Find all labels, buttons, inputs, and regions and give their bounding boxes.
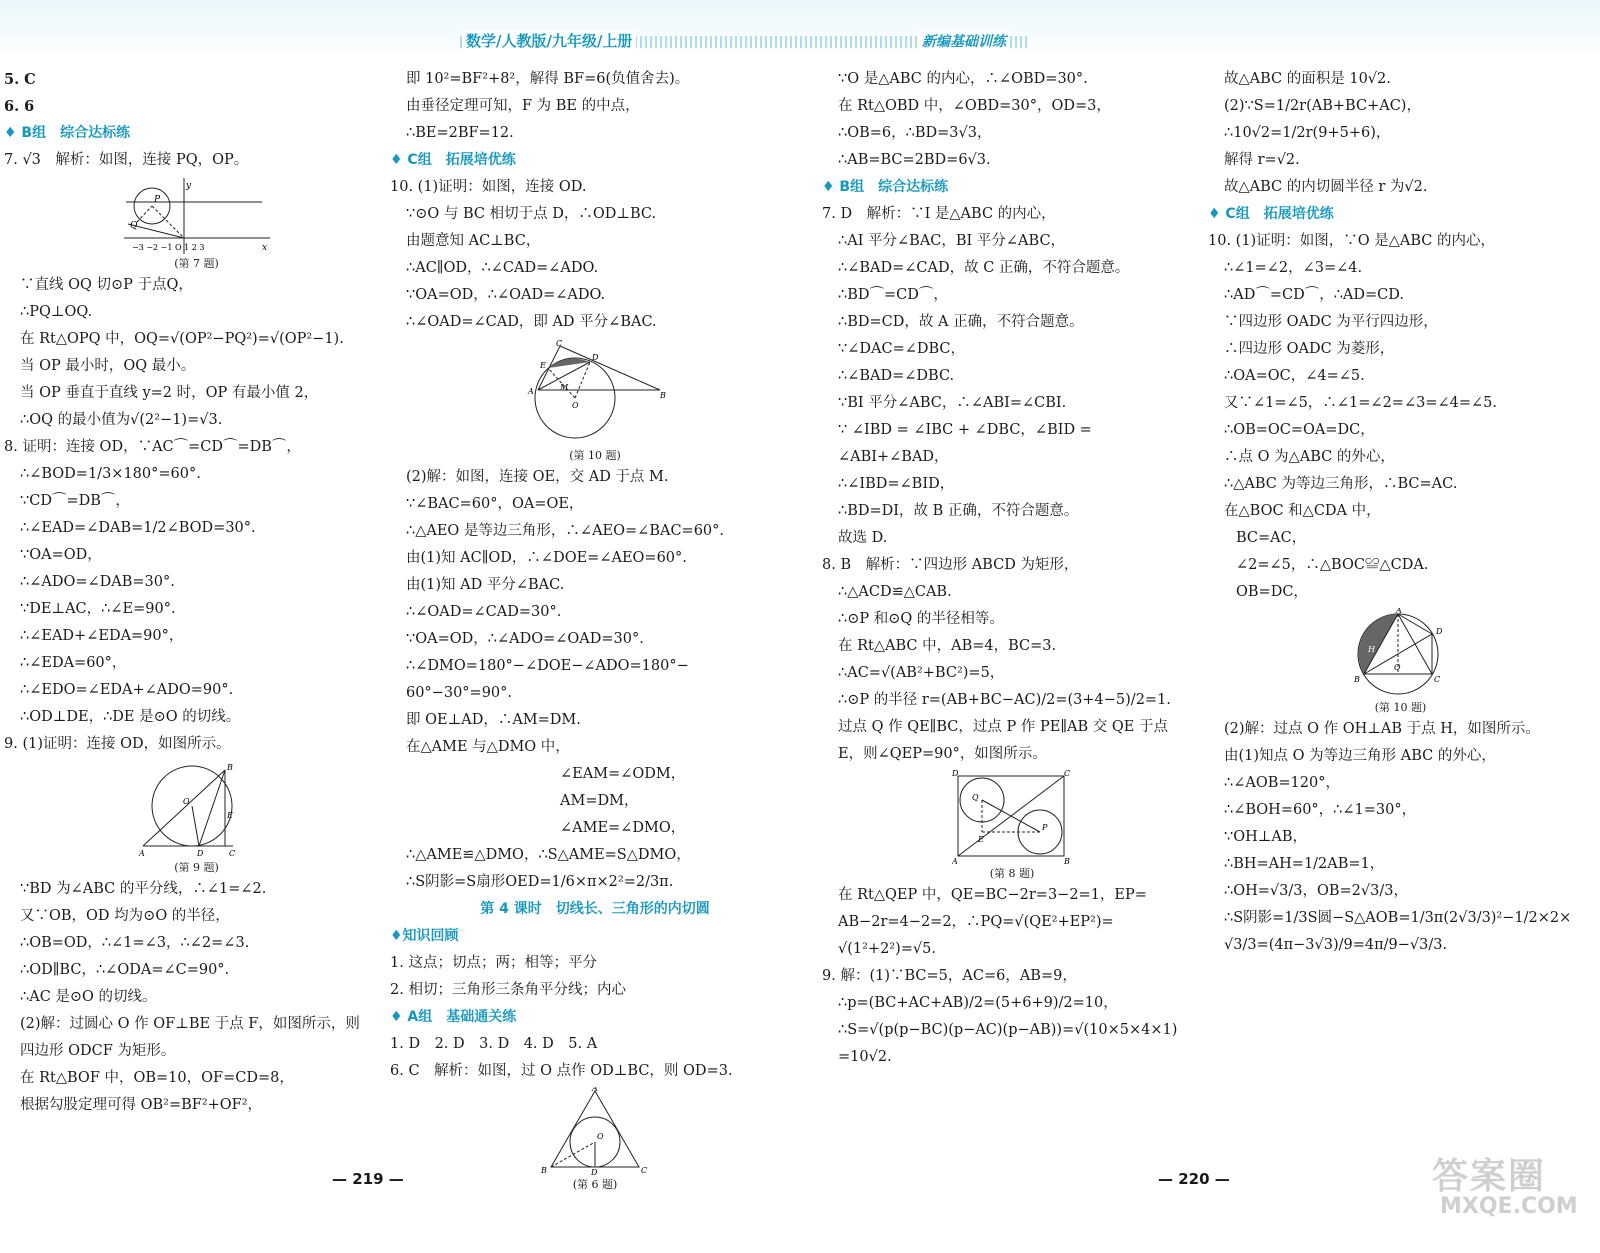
answer-line: 9. 解：(1)∵BC=5，AC=6，AB=9， xyxy=(822,968,1077,984)
svg-text:D: D xyxy=(196,849,203,858)
answer-line: 根据勾股定理可得 OB²=BF²+OF²， xyxy=(20,1097,263,1113)
answer-line: ∴∠AOB=120°， xyxy=(1224,775,1340,791)
answer-line: 解得 r=√2. xyxy=(1224,152,1300,168)
answer-line: ∴∠IBD=∠BID， xyxy=(838,476,955,492)
answer-line: ∵ ∠IBD = ∠IBC + ∠DBC，∠BID = xyxy=(838,422,1092,438)
answer-line: 又∵∠1=∠5，∴∠1=∠2=∠3=∠4=∠5. xyxy=(1224,395,1497,411)
answer-line: ∵OA=OD，∴∠OAD=∠ADO. xyxy=(406,287,606,303)
answer-line: ∴∠EDA=60°， xyxy=(20,655,127,671)
answer-line: 由垂径定理可知，F 为 BE 的中点， xyxy=(406,98,640,114)
answer-line: 当 OP 最小时，OQ 最小。 xyxy=(20,358,196,374)
system-line: AM=DM， xyxy=(560,793,639,809)
answer-line: 由题意知 AC⊥BC， xyxy=(406,233,541,249)
answer-line: ∴AD⌒=CD⌒，∴AD=CD. xyxy=(1224,287,1404,303)
section-heading: ♦知识回顾 xyxy=(390,928,459,944)
answer-line: ∴∠BAD=∠CAD，故 C 正确，不符合题意。 xyxy=(838,260,1130,276)
answer-line: ∠ABI+∠BAD， xyxy=(838,449,949,465)
answer-line: 在△BOC 和△CDA 中， xyxy=(1224,503,1381,519)
column-3 xyxy=(822,66,1202,1071)
answer-line: ∴∠OAD=∠CAD=30°. xyxy=(406,604,562,620)
answer-line: (2)解：过圆心 O 作 OF⊥BE 于点 F，如图所示，则 xyxy=(20,1016,360,1032)
answer-line: 1. 这点；切点；两；相等；平分 xyxy=(390,955,597,971)
answer-line: ∴AC=√(AB²+BC²)=5， xyxy=(838,665,1005,681)
watermark xyxy=(1432,1148,1582,1228)
figure-q9 xyxy=(137,760,257,860)
answer-line: 由(1)知 AD 平分∠BAC. xyxy=(406,577,565,593)
answer-line: 由(1)知点 O 为等边三角形 ABC 的外心， xyxy=(1224,748,1496,764)
answer-line: 在△AME 与△DMO 中， xyxy=(406,739,570,755)
answer-line: 5. C xyxy=(4,71,36,88)
answer-line: ∴∠EAD+∠EDA=90°， xyxy=(20,628,184,644)
answer-line: ∴S=√(p(p−BC)(p−AC)(p−AB))=√(10×5×4×1) xyxy=(838,1022,1178,1038)
answer-line: ∴△AME≌△DMO，∴S△AME=S△DMO， xyxy=(406,847,691,863)
figure-q8 xyxy=(952,770,1072,866)
figure-q10b xyxy=(1346,608,1456,700)
svg-text:A: A xyxy=(528,387,534,396)
svg-text:D: D xyxy=(592,353,599,362)
answer-line: ∵∠DAC=∠DBC， xyxy=(838,341,966,357)
answer-line: 故△ABC 的面积是 10√2. xyxy=(1224,71,1391,87)
answer-line: 6. C 解析：如图，过 O 点作 OD⊥BC，则 OD=3. xyxy=(390,1063,733,1079)
answer-line: ∴S阴影=S扇形OED=1/6×π×2²=2/3π. xyxy=(406,874,674,890)
answer-line: ∴⊙P 的半径 r=(AB+BC−AC)/2=(3+4−5)/2=1. xyxy=(838,692,1171,708)
svg-text:O: O xyxy=(182,797,190,806)
answer-line: 四边形 ODCF 为矩形。 xyxy=(20,1043,176,1059)
svg-text:Q: Q xyxy=(129,221,137,231)
figure-caption: (第 8 题) xyxy=(989,867,1035,880)
answer-line: ∵四边形 OADC 为平行四边形， xyxy=(1224,314,1438,330)
answer-line: ∴∠OAD=∠CAD，即 AD 平分∠BAC. xyxy=(406,314,657,330)
svg-text:A: A xyxy=(592,1087,598,1093)
answer-line: 在 Rt△BOF 中，OB=10，OF=CD=8， xyxy=(20,1070,294,1086)
svg-text:A: A xyxy=(138,849,145,858)
answer-line: 9. (1)证明：连接 OD，如图所示。 xyxy=(4,736,231,752)
figure-caption: (第 9 题) xyxy=(174,861,219,874)
answer-line: ∴OD∥BC，∴∠ODA=∠C=90°. xyxy=(20,962,230,978)
svg-text:B: B xyxy=(226,763,233,772)
svg-text:O: O xyxy=(1393,663,1401,672)
svg-text:A: A xyxy=(952,857,958,866)
figure-q10a xyxy=(520,338,670,448)
answer-line: √3/3=(4π−3√3)/9=4π/9−√3/3. xyxy=(1224,937,1448,953)
svg-text:E: E xyxy=(540,361,546,370)
answer-line: 在 Rt△OPQ 中，OQ=√(OP²−PQ²)=√(OP²−1). xyxy=(20,331,344,347)
system-line: ∠AME=∠DMO， xyxy=(560,820,686,836)
answer-line: AB−2r=4−2=2，∴PQ=√(QE²+EP²)= xyxy=(838,914,1114,930)
answer-line: 即 10²=BF²+8²，解得 BF=6(负值舍去)。 xyxy=(406,71,690,87)
answer-line: ∴BD=DI，故 B 正确，不符合题意。 xyxy=(838,503,1079,519)
header-subject: 数学/人教版/九年级/上册 xyxy=(462,30,636,51)
watermark-url: MXQE.COM xyxy=(1440,1194,1578,1219)
answer-line: ∵CD⌒=DB⌒， xyxy=(20,493,130,509)
answer-line: 故选 D. xyxy=(838,530,888,546)
system-line: ∠EAM=∠ODM， xyxy=(560,766,686,782)
svg-text:B: B xyxy=(1353,675,1360,684)
answer-line: 1. D 2. D 3. D 4. D 5. A xyxy=(390,1036,598,1052)
answer-line: √(1²+2²)=√5. xyxy=(838,941,937,957)
answer-line: 即 OE⊥AD，∴AM=DM. xyxy=(406,712,581,728)
svg-text:B: B xyxy=(541,1166,547,1175)
answer-line: 又∵OB，OD 均为⊙O 的半径， xyxy=(20,908,230,924)
section-heading: ♦ B组 综合达标练 xyxy=(4,125,131,141)
answer-line: 在 Rt△ABC 中，AB=4，BC=3. xyxy=(838,638,1057,654)
answer-line: ∴BE=2BF=12. xyxy=(406,125,514,141)
answer-line: 8. B 解析：∵四边形 ABCD 为矩形， xyxy=(822,557,1079,573)
answer-line: ∴BH=AH=1/2AB=1， xyxy=(1224,856,1385,872)
svg-text:x: x xyxy=(261,243,267,253)
answer-line: ∴p=(BC+AC+AB)/2=(5+6+9)/2=10， xyxy=(838,995,1118,1011)
answer-line: 过点 Q 作 QE∥BC，过点 P 作 PE∥AB 交 QE 于点 xyxy=(838,719,1168,735)
svg-text:O: O xyxy=(572,401,579,410)
answer-line: ∴OB=6，∴BD=3√3， xyxy=(838,125,992,141)
answer-line: 在 Rt△OBD 中，∠OBD=30°，OD=3， xyxy=(838,98,1111,114)
answer-line: ∵∠BAC=60°，OA=OE， xyxy=(406,496,584,512)
answer-line: ∴AC 是⊙O 的切线。 xyxy=(20,989,157,1005)
figure-caption: (第 10 题) xyxy=(569,449,621,462)
svg-text:C: C xyxy=(641,1166,648,1175)
answer-line: (2)解：过点 O 作 OH⊥AB 于点 H，如图所示。 xyxy=(1224,721,1540,737)
svg-text:Q: Q xyxy=(972,793,979,802)
svg-text:C: C xyxy=(1433,675,1440,684)
answer-line: ∴∠ADO=∠DAB=30°. xyxy=(20,574,175,590)
answer-line: 6. 6 xyxy=(4,98,35,115)
svg-text:B: B xyxy=(660,391,666,400)
answer-line: ∴PQ⊥OQ. xyxy=(20,304,93,320)
answer-line: ∴点 O 为△ABC 的外心， xyxy=(1224,449,1395,465)
header-series: 新编基础训练 xyxy=(918,31,1010,51)
answer-line: ∵直线 OQ 切⊙P 于点Q， xyxy=(20,277,193,293)
svg-text:P: P xyxy=(153,195,160,205)
svg-text:C: C xyxy=(1064,770,1071,778)
answer-line: ∴10√2=1/2r(9+5+6)， xyxy=(1224,125,1391,141)
answer-line: 在 Rt△QEP 中，QE=BC−2r=3−2=1，EP= xyxy=(838,887,1147,903)
column-2 xyxy=(390,66,800,1193)
column-4 xyxy=(1208,66,1593,959)
figure-caption: (第 6 题) xyxy=(572,1178,618,1191)
answer-line: ∴∠EDO=∠EDA+∠ADO=90°. xyxy=(20,682,234,698)
answer-line: 10. (1)证明：如图，∵O 是△ABC 的内心， xyxy=(1208,233,1495,249)
answer-line: ∴⊙P 和⊙Q 的半径相等。 xyxy=(838,611,1004,627)
answer-line: ∵BD 为∠ABC 的平分线，∴∠1=∠2. xyxy=(20,881,267,897)
answer-line: ∵OH⊥AB， xyxy=(1224,829,1308,845)
answer-line: ∴∠DMO=180°−∠DOE−∠ADO=180°− xyxy=(406,658,689,674)
answer-line: ∴∠BOH=60°，∴∠1=30°， xyxy=(1224,802,1417,818)
answer-line: 2. 相切；三角形三条角平分线；内心 xyxy=(390,982,626,998)
svg-text:D: D xyxy=(1435,627,1442,636)
answer-line: ∴∠BAD=∠DBC. xyxy=(838,368,955,384)
answer-line: 8. 证明：连接 OD，∵AC⌒=CD⌒=DB⌒， xyxy=(4,439,301,455)
answer-line: ∵O 是△ABC 的内心，∴∠OBD=30°. xyxy=(838,71,1088,87)
answer-line: 60°−30°=90°. xyxy=(406,685,513,701)
answer-line: 故△ABC 的内切圆半径 r 为√2. xyxy=(1224,179,1428,195)
answer-line: 当 OP 垂直于直线 y=2 时，OP 有最小值 2， xyxy=(20,385,319,401)
watermark-logo-text: 答案圈 xyxy=(1432,1156,1547,1197)
answer-line: 10. (1)证明：如图，连接 OD. xyxy=(390,179,587,195)
answer-line: ∴AI 平分∠BAC，BI 平分∠ABC， xyxy=(838,233,1066,249)
answer-line: ∴OD⊥DE，∴DE 是⊙O 的切线。 xyxy=(20,709,241,725)
answer-line: ∵⊙O 与 BC 相切于点 D，∴OD⊥BC. xyxy=(406,206,657,222)
answer-line: ∵OA=OD， xyxy=(20,547,102,563)
svg-text:y: y xyxy=(185,181,191,191)
svg-text:P: P xyxy=(1042,823,1048,832)
page-number-right: — 220 — xyxy=(1158,1170,1230,1188)
system-line: ∠2=∠5，∴△BOC≌△CDA. xyxy=(1236,557,1429,573)
answer-line: ∴AC∥OD，∴∠CAD=∠ADO. xyxy=(406,260,599,276)
svg-text:A: A xyxy=(1395,608,1402,615)
svg-text:E: E xyxy=(978,835,984,844)
figure-caption: (第 7 题) xyxy=(174,257,219,270)
answer-line: ∴AB=BC=2BD=6√3. xyxy=(838,152,991,168)
answer-line: ∴S阴影=1/3S圆−S△AOB=1/3π(2√3/3)²−1/2×2× xyxy=(1224,910,1572,926)
answer-line: 由(1)知 AC∥OD，∴∠DOE=∠AEO=60°. xyxy=(406,550,687,566)
section-heading: ♦ C组 拓展培优练 xyxy=(1208,206,1334,222)
answer-line: (2)解：如图，连接 OE，交 AD 于点 M. xyxy=(406,469,669,485)
answer-line: ∴OB=OD，∴∠1=∠3，∴∠2=∠3. xyxy=(20,935,250,951)
svg-text:−3 −2 −1 O 1 2 3: −3 −2 −1 O 1 2 3 xyxy=(131,243,204,252)
figure-q6 xyxy=(535,1087,655,1177)
column-1 xyxy=(4,66,389,1119)
answer-line: E，则∠QEP=90°，如图所示。 xyxy=(838,746,1047,762)
svg-text:B: B xyxy=(1064,857,1070,866)
answer-line: ∴OQ 的最小值为√(2²−1)=√3. xyxy=(20,412,223,428)
answer-line: ∴△AEO 是等边三角形，∴∠AEO=∠BAC=60°. xyxy=(406,523,725,539)
answer-line: ∴△ACD≌△CAB. xyxy=(838,584,952,600)
answer-line: ∴四边形 OADC 为菱形， xyxy=(1224,341,1395,357)
answer-line: 7. D 解析：∵I 是△ABC 的内心， xyxy=(822,206,1056,222)
section-heading: ♦ B组 综合达标练 xyxy=(822,179,949,195)
svg-text:O: O xyxy=(597,1132,604,1141)
answer-line: (2)∵S=1/2r(AB+BC+AC)， xyxy=(1224,98,1421,114)
answer-line: ∴BD=CD，故 A 正确，不符合题意。 xyxy=(838,314,1084,330)
svg-text:C: C xyxy=(228,849,235,858)
answer-line: ∴OA=OC，∠4=∠5. xyxy=(1224,368,1365,384)
answer-line: ∴∠1=∠2，∠3=∠4. xyxy=(1224,260,1363,276)
svg-text:D: D xyxy=(952,770,959,778)
svg-text:D: D xyxy=(591,1168,598,1177)
system-line: OB=DC， xyxy=(1236,584,1308,600)
answer-line: =10√2. xyxy=(838,1049,892,1065)
answer-line: ∵DE⊥AC，∴∠E=90°. xyxy=(20,601,176,617)
svg-text:H: H xyxy=(1367,645,1375,654)
answer-line: ∴∠EAD=∠DAB=1/2∠BOD=30°. xyxy=(20,520,256,536)
answer-line: ∵OA=OD，∴∠ADO=∠OAD=30°. xyxy=(406,631,644,647)
page-number-right-value: 220 xyxy=(1178,1170,1210,1188)
section-heading: ♦ A组 基础通关练 xyxy=(390,1009,517,1025)
answer-line: ∴△ABC 为等边三角形，∴BC=AC. xyxy=(1224,476,1458,492)
answer-line: ∴∠BOD=1/3×180°=60°. xyxy=(20,466,201,482)
svg-text:E: E xyxy=(226,811,233,820)
answer-line: 7. √3 解析：如图，连接 PQ，OP。 xyxy=(4,152,249,168)
header-banner xyxy=(0,0,1600,56)
answer-line: ∴OB=OC=OA=DC， xyxy=(1224,422,1375,438)
page-number-left: — 219 — xyxy=(332,1170,404,1188)
answer-line: ∴OH=√3/3，OB=2√3/3， xyxy=(1224,883,1408,899)
svg-text:M: M xyxy=(560,383,569,392)
section-heading: ♦ C组 拓展培优练 xyxy=(390,152,516,168)
figure-q7 xyxy=(122,176,272,256)
answer-line: ∵BI 平分∠ABC，∴∠ABI=∠CBI. xyxy=(838,395,1067,411)
page-number-left-value: 219 xyxy=(352,1170,384,1188)
lesson-title: 第 4 课时 切线长、三角形的内切圆 xyxy=(480,901,710,917)
answer-line: ∴BD⌒=CD⌒， xyxy=(838,287,948,303)
system-line: BC=AC， xyxy=(1236,530,1307,546)
svg-text:C: C xyxy=(556,339,563,348)
figure-caption: (第 10 题) xyxy=(1374,701,1427,714)
